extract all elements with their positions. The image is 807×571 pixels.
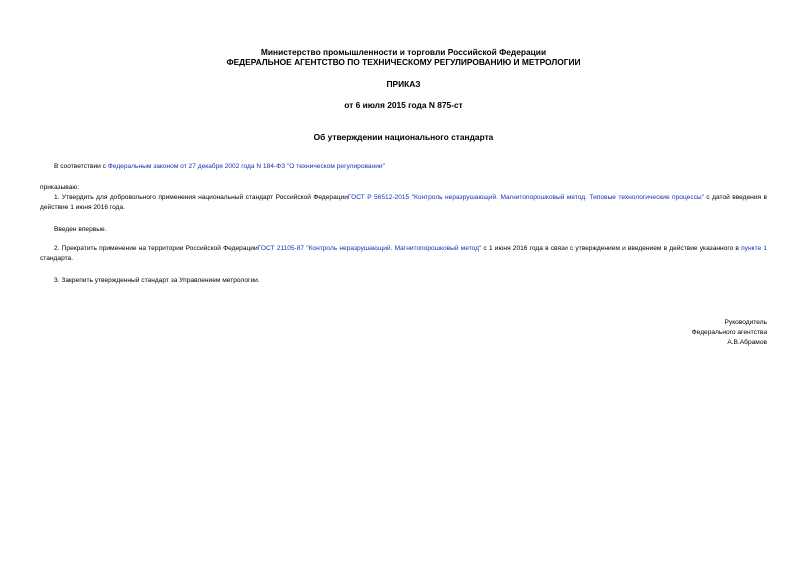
item-2-suffix: стандарта.: [40, 254, 74, 262]
item-1-reference-link[interactable]: пункте 1: [741, 245, 767, 252]
document-date-number: от 6 июля 2015 года N 875-ст: [344, 100, 463, 110]
agency-heading: ФЕДЕРАЛЬНОЕ АГЕНТСТВО ПО ТЕХНИЧЕСКОМУ РЕГУЛИРОВАНИЮ И МЕТРОЛОГИИ: [226, 57, 581, 67]
intro-paragraph: [54, 162, 385, 171]
order-word: приказываю:: [40, 184, 80, 191]
federal-law-link[interactable]: Федеральным законом от 27 декабря 2002 года N 184-ФЗ "О техническом регулировании": [107, 163, 385, 170]
item-3-paragraph: 3. Закрепить утвержденный стандарт за Управлением метрологии.: [54, 277, 260, 284]
item-1-paragraph: [40, 193, 767, 212]
item-2-middle: с 1 июня 2016 года в связи с утверждением и введением в действие указанного в: [481, 245, 742, 252]
document-subject: Об утверждении национального стандарта: [313, 132, 494, 142]
document-type: ПРИКАЗ: [386, 79, 421, 89]
gost-21105-link[interactable]: ГОСТ 21105-87 "Контроль неразрушающий. Магнитопорошковый метод": [257, 245, 482, 252]
ministry-heading: Министерство промышленности и торговли Российской Федерации: [260, 47, 547, 57]
signature-name: А.В.Абрамов: [727, 339, 767, 346]
item-2-paragraph: [40, 244, 767, 263]
introduced-note: Введен впервые.: [54, 226, 107, 233]
item-1-prefix: 1. Утвердить для добровольного применения национальный стандарт Российской Федерации: [54, 194, 348, 201]
gost-r-56512-link[interactable]: ГОСТ Р 56512-2015 "Контроль неразрушающий. Магнитопорошковый метод. Типовые технологические процессы": [347, 194, 704, 201]
signature-title: Руководитель: [724, 319, 767, 326]
signature-organization: Федерального агентства: [691, 329, 767, 336]
item-2-prefix: 2. Прекратить применение на территории Российской Федерации: [54, 245, 258, 252]
item-1-suffix: с датой введения в действие 1 июня 2016 года.: [40, 194, 767, 211]
intro-prefix: В соответствии с: [54, 163, 108, 170]
